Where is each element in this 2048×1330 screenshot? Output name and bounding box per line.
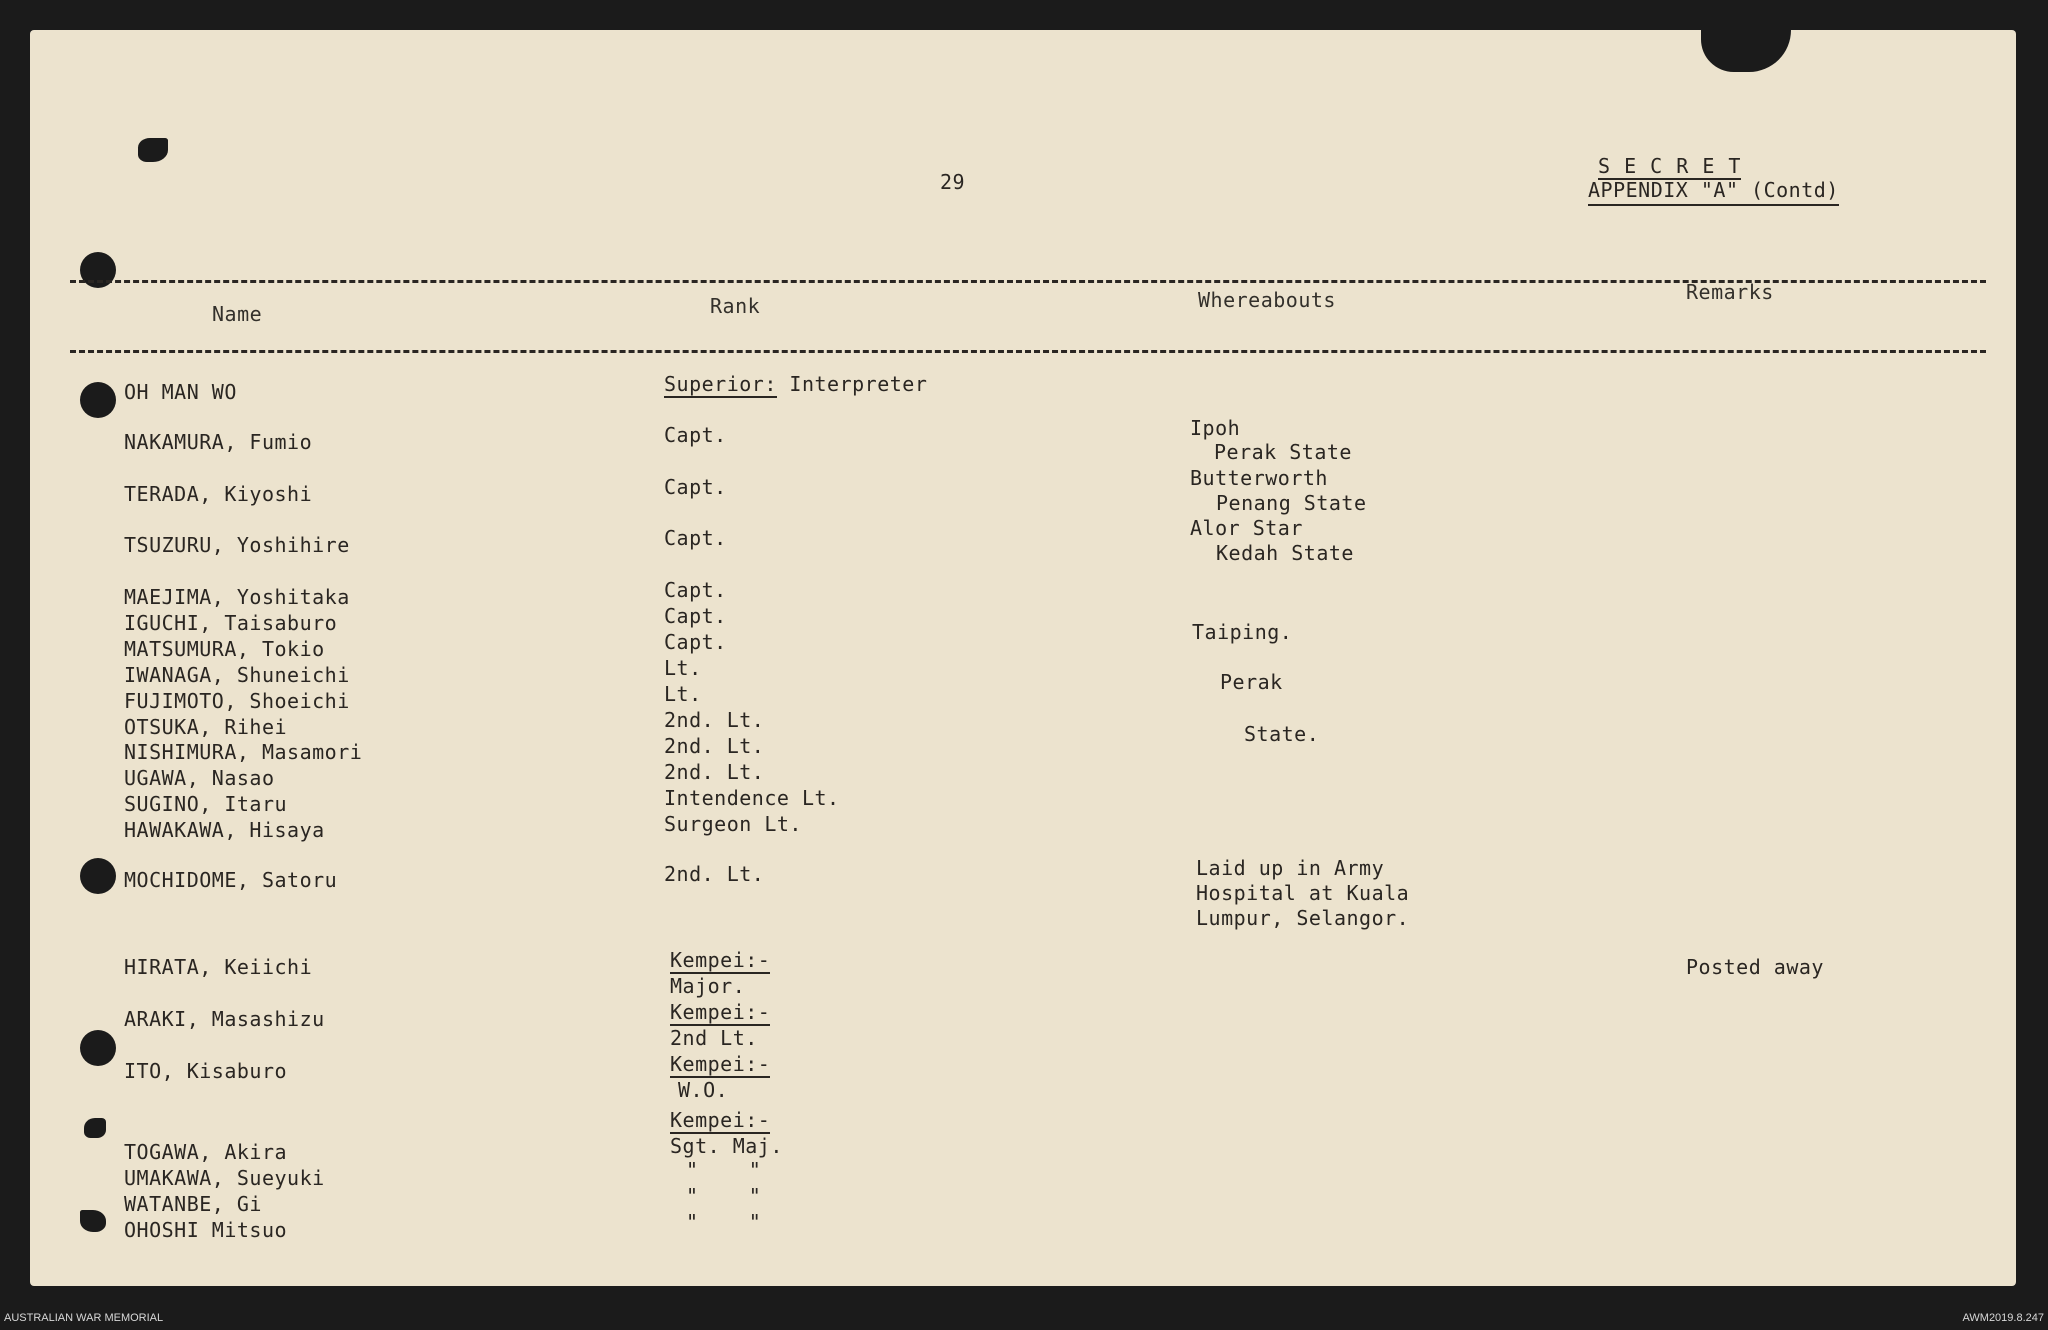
entry-name: FUJIMOTO, Shoeichi <box>124 689 350 713</box>
entry-name: NAKAMURA, Fumio <box>124 430 313 454</box>
entry-name: MATSUMURA, Tokio <box>124 637 325 661</box>
kempei-label: Kempei:- <box>670 948 771 972</box>
entry-rank: Capt. <box>664 630 727 654</box>
punch-hole <box>80 1030 116 1066</box>
torn-hole <box>80 1210 106 1232</box>
entry-rank: 2nd. Lt. <box>664 862 765 886</box>
whereabouts-text: Ipoh <box>1190 416 1241 440</box>
entry-name: MOCHIDOME, Satoru <box>124 868 338 892</box>
entry-rank: Lt. <box>664 682 702 706</box>
whereabouts-text: Perak <box>1220 670 1283 694</box>
remarks-text: Posted away <box>1686 955 1824 979</box>
entry-name: OHOSHI Mitsuo <box>124 1218 288 1242</box>
footer-accession: AWM2019.8.247 <box>1962 1312 2044 1324</box>
punch-hole <box>80 382 116 418</box>
entry-rank: Capt. <box>664 578 727 602</box>
entry-name: ARAKI, Masashizu <box>124 1007 325 1031</box>
page-number: 29 <box>940 170 966 194</box>
kempei-label: Kempei:- <box>670 1000 771 1024</box>
entry-rank: Capt. <box>664 423 727 447</box>
column-header-name: Name <box>212 302 263 326</box>
torn-hole <box>138 138 168 162</box>
entry-name: HIRATA, Keiichi <box>124 955 313 979</box>
entry-name: OH MAN WO <box>124 380 237 404</box>
whereabouts-text: Butterworth <box>1190 466 1328 490</box>
whereabouts-text: Penang State <box>1216 491 1367 515</box>
column-header-whereabouts: Whereabouts <box>1198 288 1336 312</box>
whereabouts-text: Lumpur, Selangor. <box>1196 906 1410 930</box>
rank-prefix: Superior: <box>664 372 777 396</box>
ditto-marks: " " <box>686 1184 762 1208</box>
entry-rank: Superior: Interpreter <box>664 372 928 396</box>
entry-name: IGUCHI, Taisaburo <box>124 611 338 635</box>
whereabouts-text: Taiping. <box>1192 620 1293 644</box>
classification-label: S E C R E T <box>1598 154 1742 178</box>
ditto-marks: " " <box>686 1158 762 1182</box>
entry-rank: Intendence Lt. <box>664 786 840 810</box>
entry-name: HAWAKAWA, Hisaya <box>124 818 325 842</box>
entry-name: OTSUKA, Rihei <box>124 715 288 739</box>
entry-rank: Major. <box>670 974 746 998</box>
entry-name: IWANAGA, Shuneichi <box>124 663 350 687</box>
entry-rank: 2nd. Lt. <box>664 708 765 732</box>
entry-name: TSUZURU, Yoshihire <box>124 533 350 557</box>
whereabouts-text: Hospital at Kuala <box>1196 881 1410 905</box>
appendix-label: APPENDIX "A" (Contd) <box>1588 178 1839 206</box>
whereabouts-text: State. <box>1244 722 1320 746</box>
kempei-label: Kempei:- <box>670 1052 771 1076</box>
entry-name: TOGAWA, Akira <box>124 1140 288 1164</box>
entry-rank: Surgeon Lt. <box>664 812 802 836</box>
entry-name: WATANBE, Gi <box>124 1192 262 1216</box>
entry-name: UGAWA, Nasao <box>124 766 275 790</box>
kempei-label: Kempei:- <box>670 1108 771 1132</box>
footer-source: AUSTRALIAN WAR MEMORIAL <box>4 1312 164 1324</box>
entry-rank: Capt. <box>664 475 727 499</box>
entry-rank: W.O. <box>678 1078 729 1102</box>
whereabouts-text: Laid up in Army <box>1196 856 1385 880</box>
entry-name: ITO, Kisaburo <box>124 1059 288 1083</box>
whereabouts-text: Kedah State <box>1216 541 1354 565</box>
entry-name: NISHIMURA, Masamori <box>124 740 363 764</box>
entry-rank: Lt. <box>664 656 702 680</box>
entry-rank: 2nd. Lt. <box>664 734 765 758</box>
torn-corner <box>1701 30 1791 72</box>
entry-rank: Capt. <box>664 604 727 628</box>
ditto-marks: " " <box>686 1210 762 1234</box>
column-header-remarks: Remarks <box>1686 280 1774 304</box>
entry-rank: 2nd Lt. <box>670 1026 758 1050</box>
whereabouts-text: Perak State <box>1214 440 1352 464</box>
torn-hole <box>84 1118 106 1138</box>
whereabouts-text: Alor Star <box>1190 516 1303 540</box>
entry-name: TERADA, Kiyoshi <box>124 482 313 506</box>
entry-rank: Sgt. Maj. <box>670 1134 783 1158</box>
punch-hole <box>80 858 116 894</box>
entry-rank: Capt. <box>664 526 727 550</box>
header-rule-bottom <box>70 350 1986 353</box>
column-header-rank: Rank <box>710 294 761 318</box>
entry-name: UMAKAWA, Sueyuki <box>124 1166 325 1190</box>
entry-name: SUGINO, Itaru <box>124 792 288 816</box>
entry-rank: 2nd. Lt. <box>664 760 765 784</box>
entry-name: MAEJIMA, Yoshitaka <box>124 585 350 609</box>
document-page <box>30 30 2016 1286</box>
